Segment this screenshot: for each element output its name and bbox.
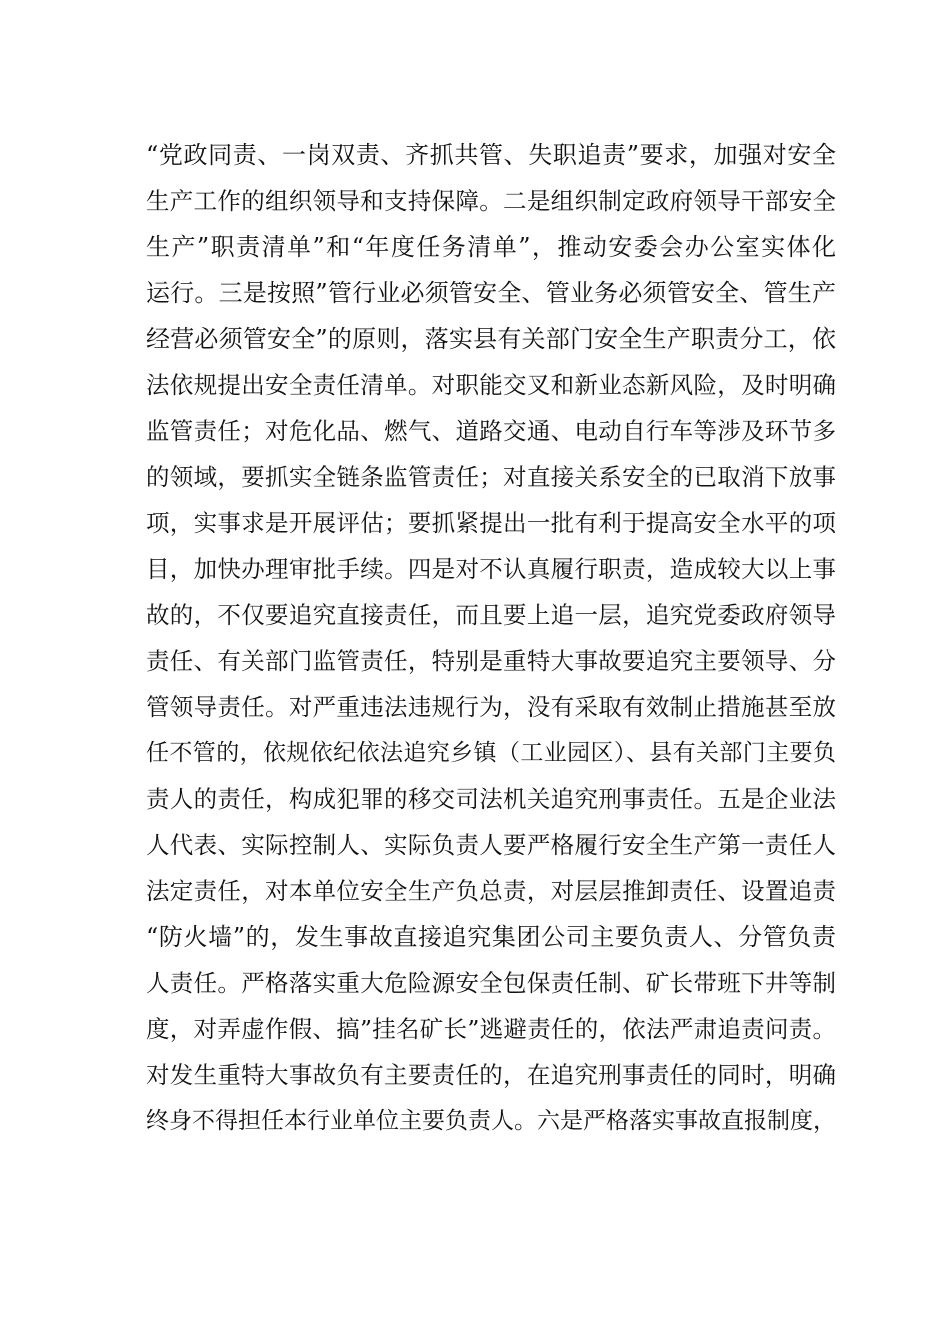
text-line: 对发生重特大事故负有主要责任的，在追究刑事责任的同时，明确	[146, 1061, 836, 1089]
text-line: 法依规提出安全责任清单。对职能交叉和新业态新风险，及时明确	[146, 371, 836, 399]
text-line: 经营必须管安全”的原则，落实县有关部门安全生产职责分工，依	[146, 325, 836, 353]
text-line: 任不管的，依规依纪依法追究乡镇（工业园区）、县有关部门主要负	[146, 740, 836, 766]
text-line: 的领域，要抓实全链条监管责任；对直接关系安全的已取消下放事	[146, 463, 836, 491]
body-paragraph	[146, 132, 836, 1144]
text-line: 目，加快办理审批手续。四是对不认真履行职责，造成较大以上事	[146, 555, 836, 583]
text-line: 生产”职责清单”和“年度任务清单”，推动安委会办公室实体化	[146, 233, 836, 261]
text-line: 人责任。严格落实重大危险源安全包保责任制、矿长带班下井等制	[146, 969, 836, 997]
text-line: 项，实事求是开展评估；要抓紧提出一批有利于提高安全水平的项	[146, 509, 836, 537]
text-line: 责任、有关部门监管责任，特别是重特大事故要追究主要领导、分	[146, 647, 836, 675]
text-line: 人代表、实际控制人、实际负责人要严格履行安全生产第一责任人	[146, 831, 836, 859]
text-line: “防火墙”的，发生事故直接追究集团公司主要负责人、分管负责	[146, 923, 836, 951]
text-line: 生产工作的组织领导和支持保障。二是组织制定政府领导干部安全	[146, 187, 836, 215]
text-line: 故的，不仅要追究直接责任，而且要上追一层，追究党委政府领导	[146, 601, 836, 629]
text-line: 运行。三是按照”管行业必须管安全、管业务必须管安全、管生产	[146, 279, 836, 307]
text-line: “党政同责、一岗双责、齐抓共管、失职追责”要求，加强对安全	[146, 141, 836, 169]
text-line: 法定责任，对本单位安全生产负总责，对层层推卸责任、设置追责	[146, 877, 836, 905]
text-line: 责人的责任，构成犯罪的移交司法机关追究刑事责任。五是企业法	[146, 785, 836, 813]
text-line: 监管责任；对危化品、燃气、道路交通、电动自行车等涉及环节多	[146, 417, 836, 445]
text-line: 管领导责任。对严重违法违规行为，没有采取有效制止措施甚至放	[146, 693, 836, 721]
text-line: 度，对弄虚作假、搞”挂名矿长”逃避责任的，依法严肃追责问责。	[146, 1015, 836, 1043]
text-line: 终身不得担任本行业单位主要负责人。六是严格落实事故直报制度，	[146, 1108, 836, 1134]
